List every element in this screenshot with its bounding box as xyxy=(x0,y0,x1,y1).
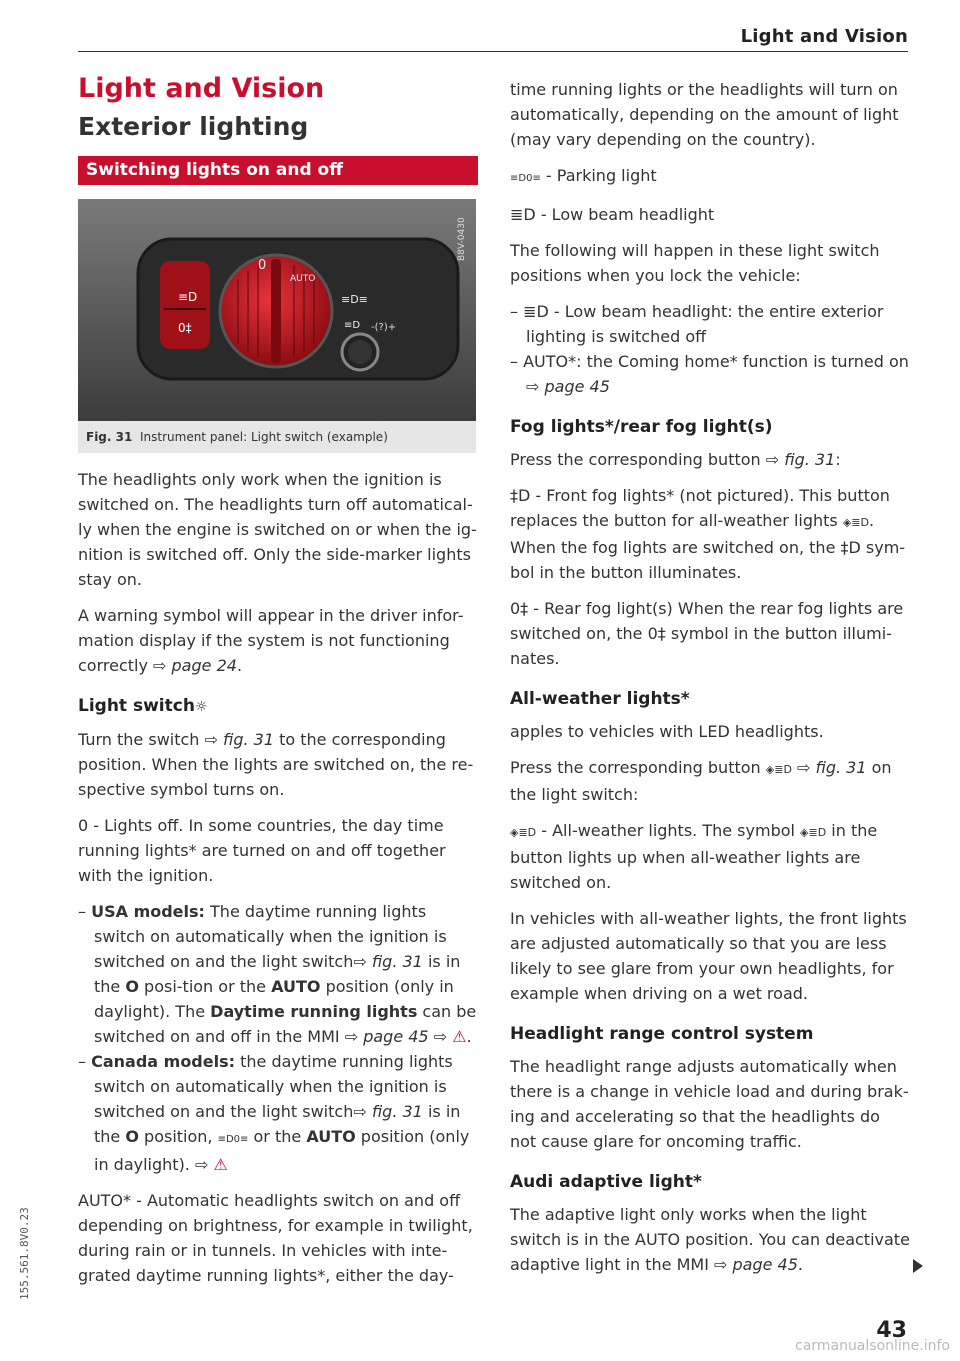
light-switch-icon: ☼ xyxy=(194,699,208,715)
page-45-link-coming-home[interactable]: ⇨ page 45 xyxy=(526,377,610,396)
paragraph-aw-press: Press the corresponding button ◈≣D ⇨ fig. 31 on the light switch: xyxy=(510,758,892,804)
left-column xyxy=(78,72,478,1299)
chapter-title: Light and Vision xyxy=(78,73,325,104)
paragraph-aw-symbol: ◈≣D - All-weather lights. The symbol ◈≣D in the button lights up when all-weather lights are switched on. xyxy=(510,821,878,892)
header-rule xyxy=(78,51,908,52)
paragraph-fog-press: Press the corresponding button ⇨ fig. 31: xyxy=(510,450,841,469)
running-header: Light and Vision xyxy=(740,26,908,47)
paragraph-ignition: The headlights only work when the ignition is switched on. The headlights turn off automatical-ly when the engine is switched on or when the ig-nition is switched off. Only the side-marker lights stay on. xyxy=(78,470,477,589)
paragraph-turn-switch: Turn the switch ⇨ fig. 31 to the corresponding position. When the lights are switched on, the re-spective symbol turns on. xyxy=(78,730,474,799)
low-beam-icon: ≣D xyxy=(523,302,549,321)
heading-light-switch: Light switch☼ xyxy=(78,696,208,716)
warning-icon: ⚠ xyxy=(213,1155,228,1174)
low-beam-icon: ≣D xyxy=(510,205,536,224)
list-item-auto-lock: – AUTO*: the Coming home* function is turned on ⇨ page 45 xyxy=(510,352,909,396)
light-switch-figure xyxy=(78,199,476,421)
list-item-canada: – Canada models: the daytime running lights switch on automatically when the ignition is switched on and the light switch⇨ fig. 31 is in the O position, ≡D0≡ or the AUTO position (only in daylight). ⇨ ⚠ xyxy=(78,1052,470,1174)
front-fog-icon: ‡D xyxy=(840,538,861,557)
all-weather-icon: ◈≣D xyxy=(800,826,827,839)
svg-text:≡D: ≡D xyxy=(344,320,361,331)
fig-31-link-aw[interactable]: ⇨ fig. 31 xyxy=(797,758,867,777)
rear-fog-icon: 0‡ xyxy=(510,599,529,618)
svg-text:0‡: 0‡ xyxy=(178,321,192,335)
fig-31-link-usa[interactable]: ⇨ fig. 31 xyxy=(353,952,423,971)
warning-icon: ⚠ xyxy=(452,1027,467,1046)
list-item-usa: – USA models: The daytime running lights switch on automatically when the ignition is switched on and the light switch⇨ fig. 31 is in the O posi-tion or the AUTO position (only in daylight). The Daytime running lights can be switched on and off in the MMI ⇨ page 45 ⇨ ⚠. xyxy=(78,902,477,1046)
paragraph-parking: ≡D0≡ - Parking light xyxy=(510,166,657,185)
paragraph-auto: AUTO* - Automatic headlights switch on and off depending on brightness, for example in twilight, during rain or in tunnels. In vehicles with inte-grated daytime running lights*, either the day- xyxy=(78,1191,473,1285)
all-weather-icon: ◈≣D xyxy=(842,516,869,529)
figure-code: B8V-0430 xyxy=(457,217,467,261)
paragraph-low-beam: ≣D - Low beam headlight xyxy=(510,205,715,224)
page-number: 43 xyxy=(876,1318,907,1343)
paragraph-lights-off: 0 - Lights off. In some countries, the day time running lights* are turned on and off together with the ignition. xyxy=(78,816,446,885)
light-switch-illustration xyxy=(78,199,476,421)
document-code: 155.561.8V0.23 xyxy=(18,1207,31,1300)
paragraph-rear-fog: 0‡ - Rear fog light(s) When the rear fog lights are switched on, the 0‡ symbol in the button illumi-nates. xyxy=(510,599,904,668)
all-weather-icon: ◈≣D xyxy=(510,826,537,839)
paragraph-aw-applies: apples to vehicles with LED headlights. xyxy=(510,722,824,741)
fig-31-link[interactable]: ⇨ fig. 31 xyxy=(204,730,275,749)
heading-adaptive-light: Audi adaptive light* xyxy=(510,1172,702,1192)
paragraph-adaptive: The adaptive light only works when the light switch is in the AUTO position. You can deactivate adaptive light in the MMI ⇨ page 45. xyxy=(510,1205,910,1274)
paragraph-aw-vehicles: In vehicles with all-weather lights, the front lights are adjusted automatically so that you are less likely to see glare from your own headlights, for example when driving on a wet road. xyxy=(510,909,907,1003)
heading-range-control: Headlight range control system xyxy=(510,1024,814,1044)
svg-text:-(?)+: -(?)+ xyxy=(371,322,397,333)
heading-fog-lights: Fog lights*/rear fog light(s) xyxy=(510,417,773,437)
page-45-link-usa[interactable]: ⇨ page 45 xyxy=(344,1027,429,1046)
right-column xyxy=(510,77,910,1288)
paragraph-range: The headlight range adjusts automatically when there is a change in vehicle load and during brak-ing and accelerating so that the headlights do not cause glare for oncoming traffic. xyxy=(510,1057,909,1151)
dial-label-off: 0 xyxy=(258,258,267,273)
fig-31-link-fog[interactable]: ⇨ fig. 31 xyxy=(765,450,836,469)
dial-label-auto: AUTO xyxy=(290,274,316,284)
front-fog-icon: ‡D xyxy=(510,486,531,505)
parking-light-icon: ≡D0≡ xyxy=(217,1134,249,1145)
figure-caption: Fig. 31 Instrument panel: Light switch (example) xyxy=(78,421,476,453)
paragraph-lock: The following will happen in these light switch positions when you lock the vehicle: xyxy=(510,241,880,285)
paragraph-front-fog: ‡D - Front fog lights* (not pictured). This button replaces the button for all-weather lights ◈≣D. When the fog lights are switched on, the ‡D sym-bol in the button illuminates. xyxy=(510,486,906,582)
topic-banner: Switching lights on and off xyxy=(78,156,478,185)
watermark: carmanualsonline.info xyxy=(795,1338,950,1354)
section-title: Exterior lighting xyxy=(78,112,309,141)
fig-31-link-canada[interactable]: ⇨ fig. 31 xyxy=(353,1102,423,1121)
page-24-link[interactable]: ⇨ page 24 xyxy=(153,656,237,675)
rear-fog-icon: 0‡ xyxy=(647,624,666,643)
paragraph-warning: A warning symbol will appear in the driver infor-mation display if the system is not functioning correctly ⇨ page 24. xyxy=(78,606,464,675)
paragraph-drl-continued: time running lights or the headlights will turn on automatically, depending on the amount of light (may vary depending on the country). xyxy=(510,80,899,149)
continue-arrow-icon xyxy=(913,1259,923,1273)
all-weather-icon: ◈≣D xyxy=(765,763,792,776)
svg-text:≡D: ≡D xyxy=(178,290,198,304)
parking-light-icon: ≡D0≡ xyxy=(510,173,541,184)
svg-text:≡D≡: ≡D≡ xyxy=(341,293,368,306)
heading-all-weather: All-weather lights* xyxy=(510,689,690,709)
page-45-link-adaptive[interactable]: ⇨ page 45 xyxy=(714,1255,798,1274)
list-item-low-beam-lock: – ≣D - Low beam headlight: the entire exterior lighting is switched off xyxy=(510,302,884,346)
